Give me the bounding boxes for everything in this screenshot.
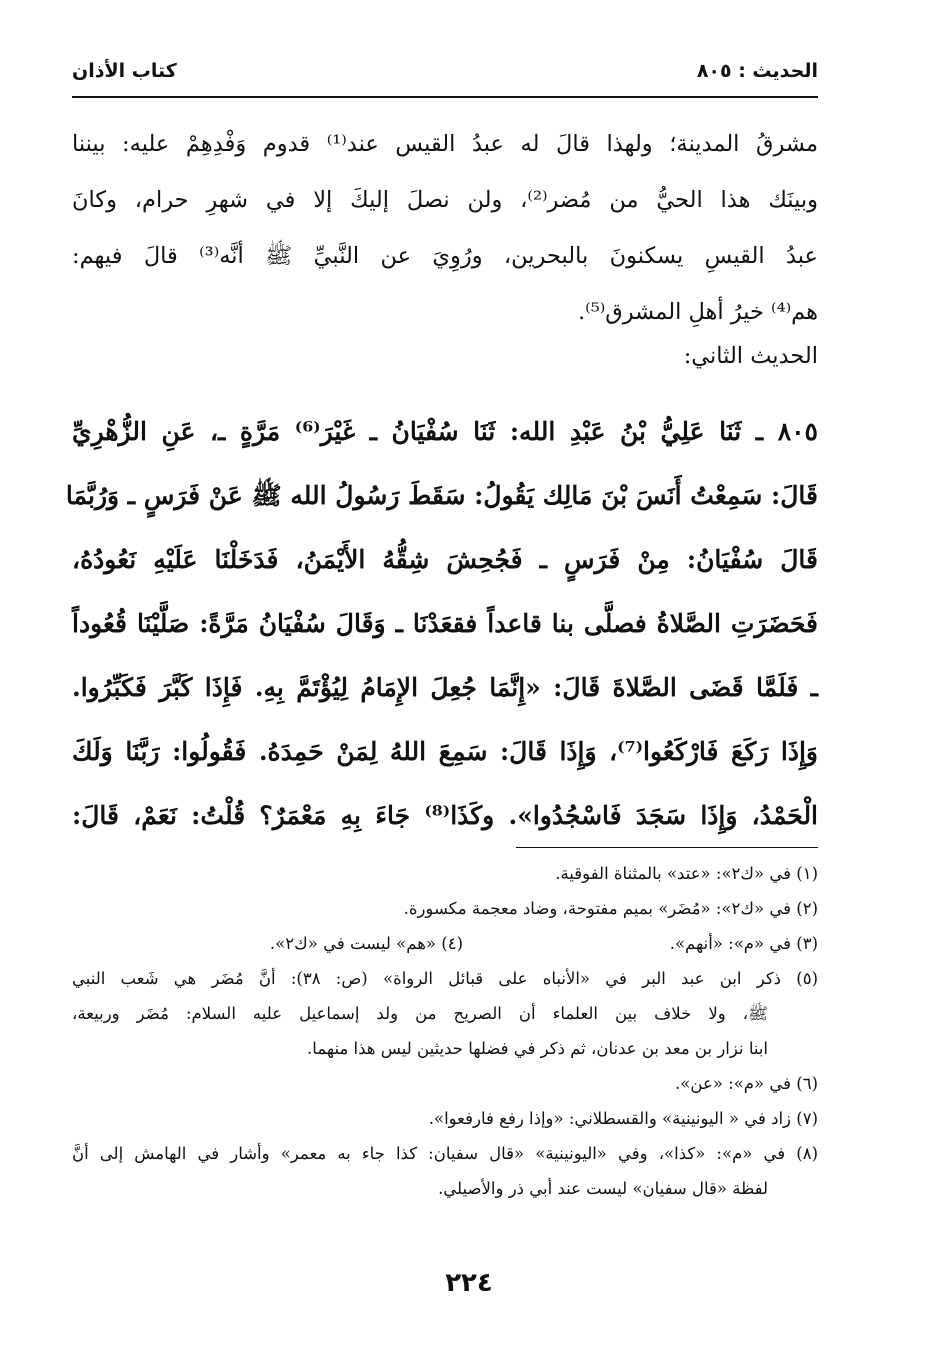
hadith-line: فَحَضَرَتِ الصَّلاةُ فصلَّى بنا قاعداً فقعَدْنَا ـ وَقَالَ سُفْيَانُ مَرَّةً: صَلَّيْنَا قُعُوداً	[72, 609, 818, 638]
commentary-block	[72, 116, 818, 340]
commentary-line: مشرقُ المدينة؛ ولهذا قالَ له عبدُ القيس عند⁽¹⁾ قدوم وَفْدِهِمْ عليه: بيننا	[72, 131, 819, 157]
hadith-line: وَإِذَا رَكَعَ فَارْكَعُوا⁽⁷⁾، وَإِذَا قَالَ: سَمِعَ اللهُ لِمَنْ حَمِدَهُ. فَقُولُوا: رَبَّنَا وَلَكَ	[72, 737, 818, 766]
footnote-5-line: (٥) ذكر ابن عبد البر في «الأنباه على قبائل الرواة» (ص: ٣٨): أنَّ مُضَر هي شَعب النبي	[72, 969, 818, 988]
commentary-line: عبدُ القيسِ يسكنونَ بالبحرين، ورُوِيَ عن النَّبيِّ ﷺ أنَّه⁽³⁾ قالَ فيهم:	[72, 243, 818, 269]
footnote-5-line: ابنا نزار بن معد بن عدنان، ثم ذكر في فضلها حديثين ليس هذا منهما.	[307, 1039, 768, 1058]
footnote-separator	[516, 847, 818, 848]
footnote-8-line: لفظة «قال سفيان» ليست عند أبي ذر والأصيلي.	[438, 1179, 768, 1198]
hadith-text	[65, 400, 819, 848]
footnote-7: (٧) زاد في « اليونينية» والقسطلاني: «وإذا رفع فارفعوا».	[428, 1109, 818, 1128]
hadith-line: ٨٠٥ ـ ثَنَا عَلِيُّ بْنُ عَبْدِ الله: ثَنَا سُفْيَانُ ـ غَيْرَ⁽⁶⁾ مَرَّةٍ ـ، عَنِ الزُّهْرِيِّ	[72, 417, 818, 446]
footnote-2: (٢) في «ك٢»: «مُضَر» بميم مفتوحة، وضاد معجمة مكسورة.	[403, 899, 818, 918]
footnote-3: (٣) في «م»: «أنهم».	[669, 934, 818, 953]
hadith-line: قَالَ: سَمِعْتُ أَنَسَ بْنَ مَالِك يَقُولُ: سَقَطَ رَسُولُ الله ﷺ عَنْ فَرَسٍ ـ وَرُبَّمَا	[65, 481, 818, 510]
footnote-pair	[72, 926, 818, 961]
hadith-reference: الحديث : ٨٠٥	[696, 60, 818, 82]
book-title: كتاب الأذان	[72, 60, 177, 82]
footnote-8-line: (٨) في «م»: «كذا»، وفي «اليونينية» «قال سفيان: كذا جاء به معمر» وأشار في الهامش إلى أنَّ	[72, 1144, 818, 1163]
section-title: الحديث الثاني:	[683, 343, 818, 369]
page-number: ٢٢٤	[445, 1268, 493, 1298]
footnote-6: (٦) في «م»: «عن».	[675, 1074, 818, 1093]
commentary-line: هم⁽⁴⁾ خيرُ أهلِ المشرق⁽⁵⁾.	[578, 299, 818, 325]
hadith-line: ـ فَلَمَّا قَضَى الصَّلاةَ قَالَ: «إِنَّمَا جُعِلَ الإِمَامُ لِيُؤْتَمَّ بِهِ. فَإِذَا كَبَّرَ فَكَبِّرُوا.	[72, 673, 818, 702]
hadith-line: الْحَمْدُ، وَإِذَا سَجَدَ فَاسْجُدُوا». وكَذَا⁽⁸⁾ جَاءَ بِهِ مَعْمَرٌ؟ قُلْتُ: نَعَمْ، قَالَ:	[72, 801, 819, 830]
running-header	[72, 60, 818, 98]
footnotes	[72, 856, 818, 1206]
footnote-5-line: ﷺ، ولا خلاف بين العلماء أن الصريح من ولد إسماعيل عليه السلام: مُضَر وربيعة،	[72, 1004, 768, 1023]
hadith-line: قَالَ سُفْيَانُ: مِنْ فَرَسٍ ـ فَجُحِشَ شِقُّهُ الأَيْمَنُ، فَدَخَلْنَا عَلَيْهِ نَعُودُهُ،	[72, 545, 818, 574]
footnote-1: (١) في «ك٢»: «عتد» بالمثناة الفوقية.	[555, 864, 818, 883]
footnote-4: (٤) «هم» ليست في «ك٢».	[269, 934, 463, 953]
commentary-line: وبينَك هذا الحيُّ من مُضر⁽²⁾، ولن نصلَ إليكَ إلا في شهرِ حرام، وكانَ	[72, 187, 818, 213]
